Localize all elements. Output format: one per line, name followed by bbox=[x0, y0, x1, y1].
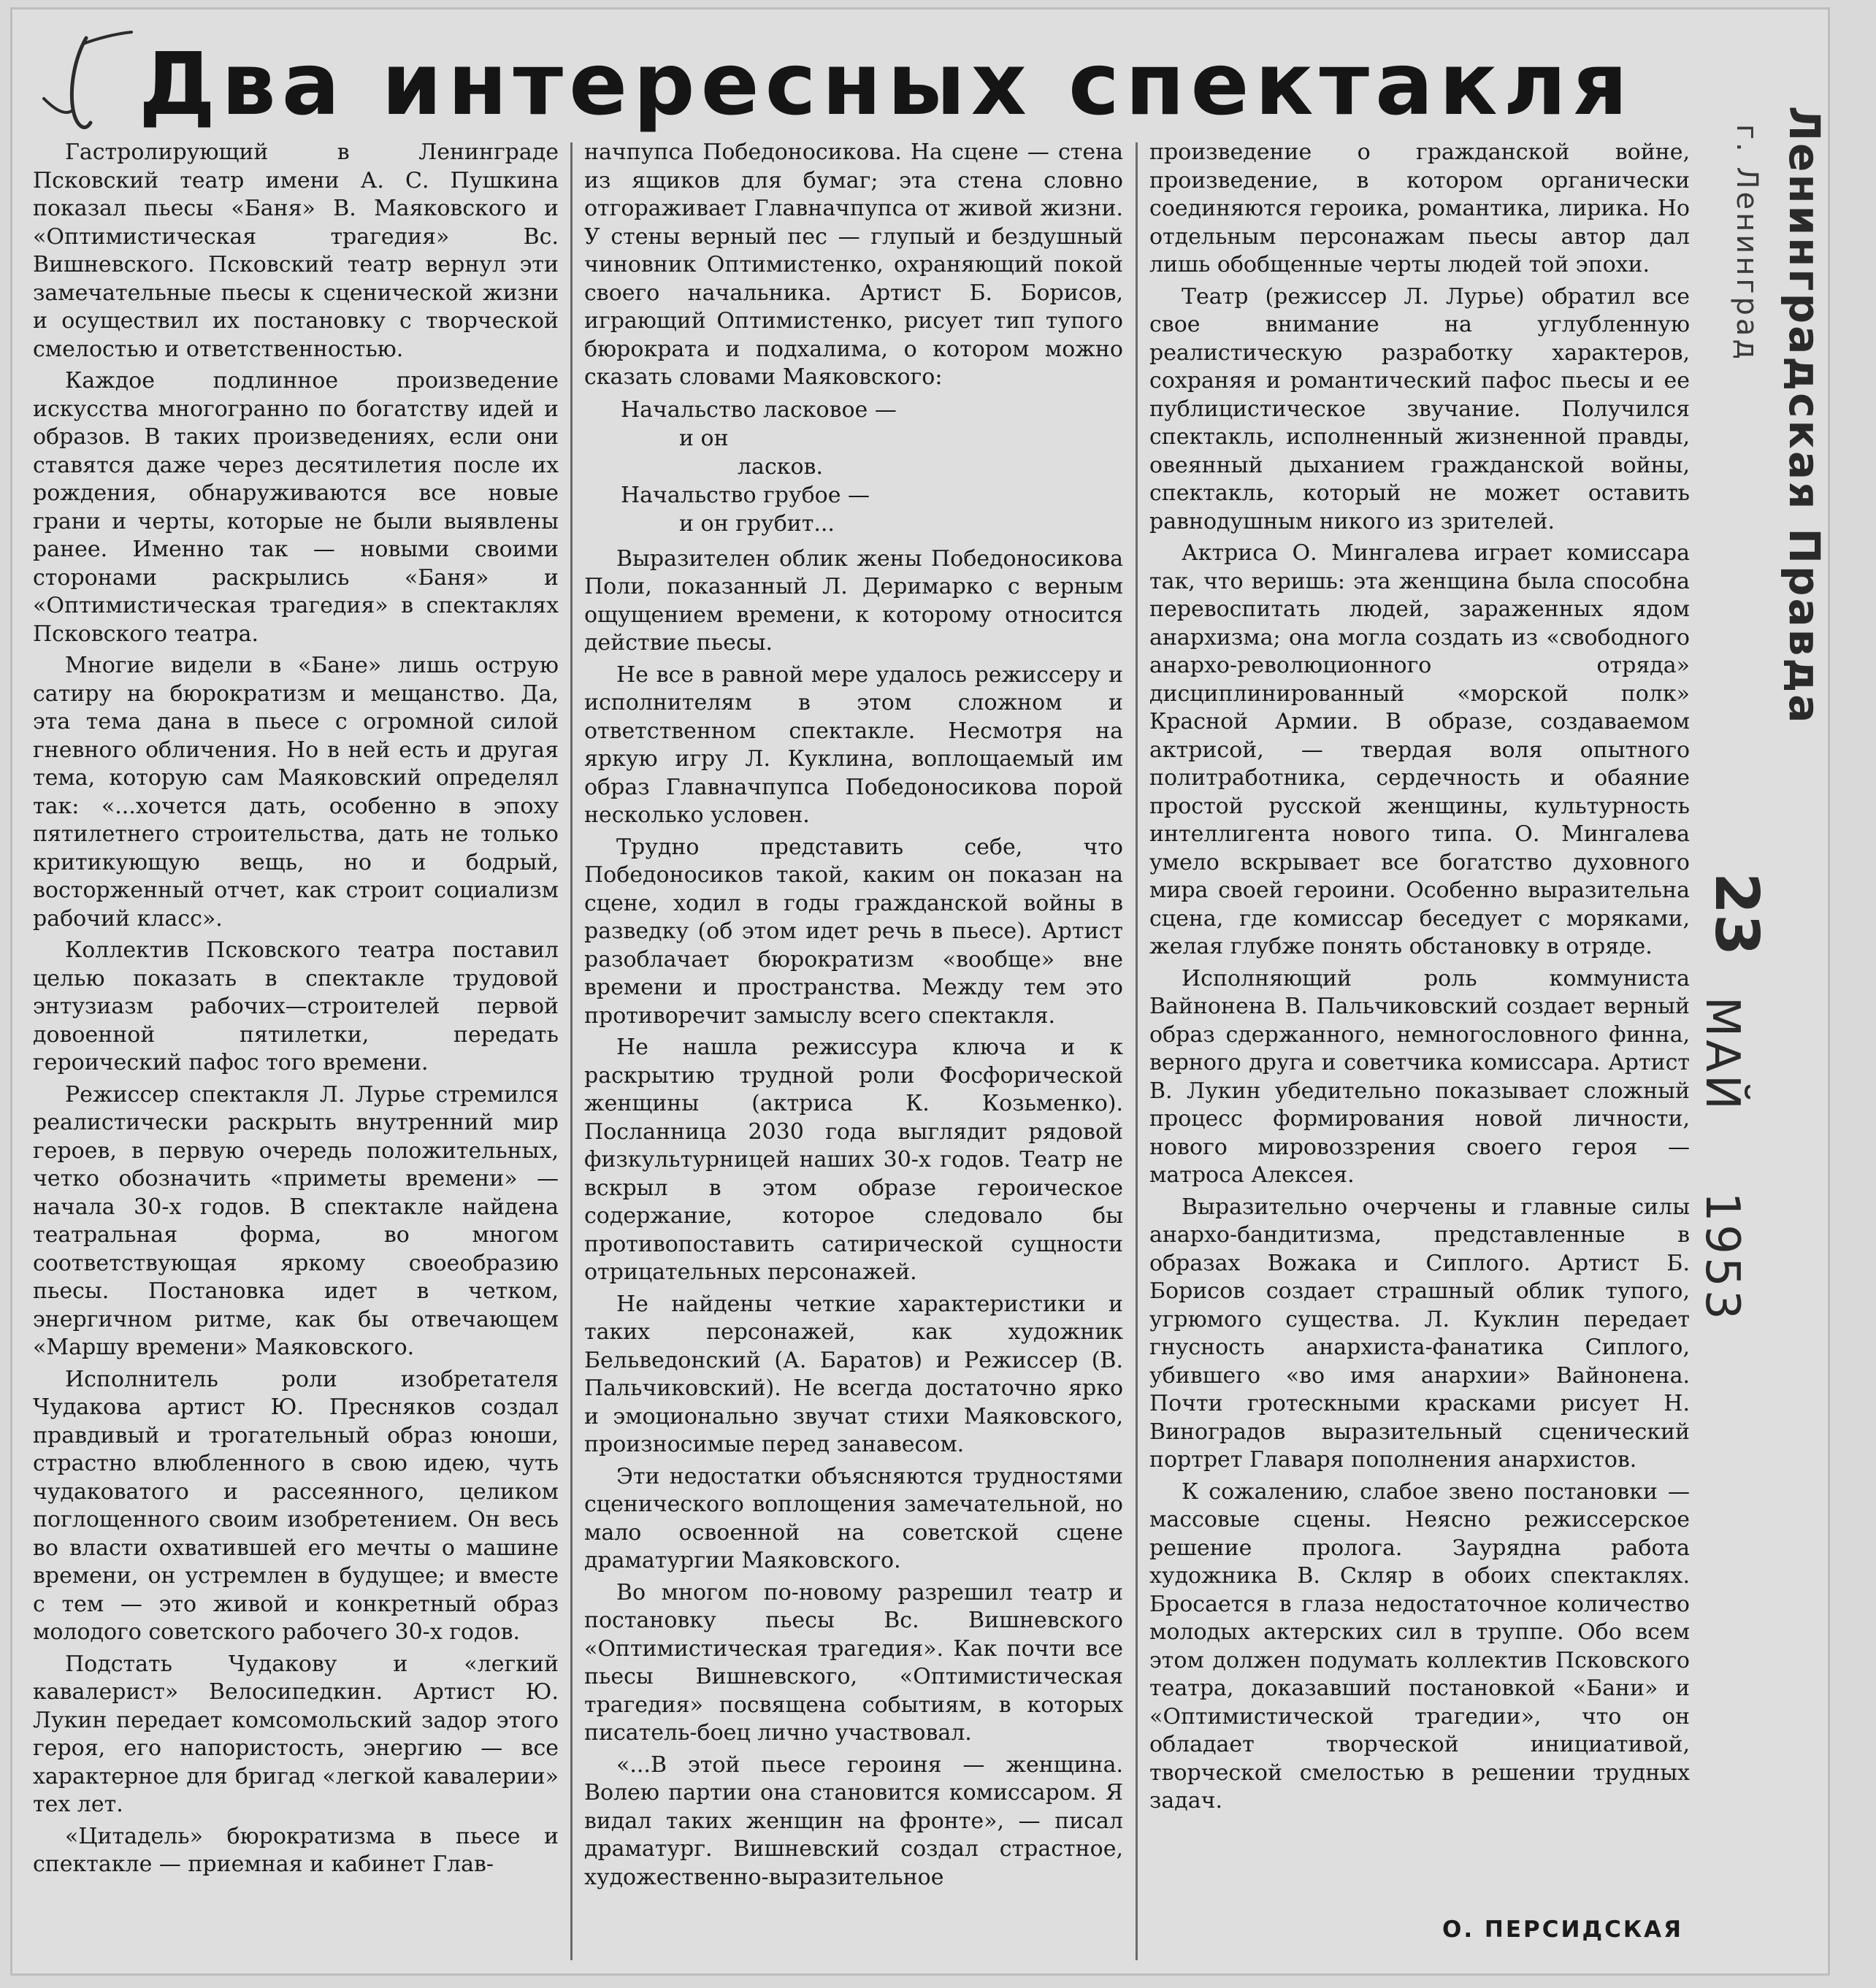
paragraph: Многие видели в «Бане» лишь острую сатиру на бюрократизм и мещанство. Да, эта тема дана в пьесе с огромной силой гневного обличения. Но в ней есть и другая тема, которую сам Маяковский определял так: «...хочется дать, особенно в эпоху пятилетнего строительства, дать не только критикующую вещь, но и бодрый, восторженный отчет, как строит социализм рабочий класс». bbox=[33, 653, 559, 932]
newspaper-name-stamp: Ленинградская Правда bbox=[1780, 106, 1829, 726]
paragraph: произведение о гражданской войне, произведение, в котором органически соединяются героика, романтика, лирика. Но отдельным персонажам пьесы автор дал лишь обобщенные черты людей той эпохи. bbox=[1149, 139, 1690, 277]
paragraph: К сожалению, слабое звено постановки — массовые сцены. Неясно режиссерское решение пролога. Заурядна работа художника В. Скляр в обоих спектаклях. Бросается в глаза недостаточное количество молодых актерских сил в труппе. Обо всем этом должен подумать коллектив Псковского театра, доказавший постановкой «Бани» и «Оптимистической трагедии», что он обладает творческой инициативой, творческой смелостью в решении трудных задач. bbox=[1149, 1478, 1690, 1814]
poem-quote bbox=[584, 396, 1123, 538]
column-divider bbox=[1136, 142, 1138, 1960]
poem-line: ласков. bbox=[738, 453, 823, 480]
paragraph: Театр (режиссер Л. Лурье) обратил все свое внимание на углубленную реалистическую разработку характеров, сохраняя и романтический пафос пьесы и ее публицистическое звучание. Получился спектакль, исполненный жизненной правды, овеянный дыханием гражданской войны, спектакль, который не может оставить равнодушным никого из зрителей. bbox=[1149, 283, 1690, 534]
paragraph: «Цитадель» бюрократизма в пьесе и спектакле — приемная и кабинет Глав- bbox=[33, 1823, 559, 1877]
article-column-1 bbox=[33, 139, 559, 1942]
city-stamp: г. Ленинград bbox=[1730, 124, 1764, 363]
paragraph: Подстать Чудакову и «легкий кавалерист» Велосипедкин. Артист Ю. Лукин передает комсомольский задор этого героя, его напористость, энергию — все характерное для бригад «легкой кавалерии» тех лет. bbox=[33, 1651, 559, 1817]
article-column-3 bbox=[1149, 139, 1690, 1964]
handwritten-mark bbox=[29, 29, 139, 146]
article-headline: Два интересных спектакля bbox=[139, 34, 1634, 134]
poem-line: Начальство ласковое — bbox=[621, 396, 897, 423]
paragraph: начпупса Победоносикова. На сцене — стена из ящиков для бумаг; эта стена словно отгораживает Главначпупса от живой жизни. У стены верный пес — глупый и бездушный чиновник Оптимистенко, охраняющий покой своего начальника. Артист Б. Борисов, играющий Оптимистенко, рисует тип тупого бюрократа и подхалима, о котором можно сказать словами Маяковского: bbox=[584, 139, 1123, 390]
date-day-stamp: 23 bbox=[1701, 872, 1771, 956]
paragraph: Актриса О. Мингалева играет комиссара так, что веришь: эта женщина была способна перевоспитать людей, зараженных ядом анархизма; она могла создать из «свободного анархо-революционного отряда» дисциплинированный «морской полк» Красной Армии. В образе, создаваемом актрисой, — твердая воля опытного политработника, сердечность и обаяние простой русской женщины, культурность интеллигента нового типа. О. Мингалева умело вскрывает все богатство духовного мира своей героини. Особенно выразительна сцена, где комиссар беседует с моряками, желая глубже понять обстановку в отряде. bbox=[1149, 540, 1690, 959]
year-label: 1953 bbox=[1695, 1191, 1749, 1323]
paragraph: Выразителен облик жены Победоносикова Поли, показанный Л. Деримарко с верным ощущением времени, к которому относится действие пьесы. bbox=[584, 545, 1123, 656]
paragraph: Режиссер спектакля Л. Лурье стремился реалистически раскрыть внутренний мир героев, в первую очередь положительных, четко обозначить «приметы времени» — начала 30-х годов. В спектакле найдена театральная форма, во многом соответствующая яркому своеобразию пьесы. Постановка идет в четком, энергичном ритме, как бы отвечающем «Маршу времени» Маяковского. bbox=[33, 1081, 559, 1360]
paragraph: Не все в равной мере удалось режиссеру и исполнителям в этом сложном и ответственном спектакле. Несмотря на яркую игру Л. Куклина, воплощаемый им образ Главначпупса Победоносикова порой несколько условен. bbox=[584, 661, 1123, 828]
month-label: МАЙ bbox=[1695, 997, 1749, 1113]
paragraph: Трудно представить себе, что Победоносиков такой, каким он показан на сцене, ходил в годы гражданской войны в разведку (об этом идет речь в пьесе). Артист разоблачает бюрократизм «вообще» вне времени и пространства. Между тем это противоречит замыслу всего спектакля. bbox=[584, 834, 1123, 1029]
paragraph: Исполняющий роль коммуниста Вайнонена В. Пальчиковский создает верный образ сдержанного, немногословного финна, верного друга и советчика комиссара. Артист В. Лукин убедительно показывает сложный процесс формирования новой личности, нового мировоззрения своего героя — матроса Алексея. bbox=[1149, 965, 1690, 1188]
date-month-year-stamp bbox=[1695, 997, 1749, 1322]
paragraph: Каждое подлинное произведение искусства многогранно по богатству идей и образов. В таких произведениях, если они ставятся даже через десятилетия после их рождения, обнаруживаются все новые грани и черты, которые не были выявлены ранее. Именно так — новыми своими сторонами раскрылись «Баня» и «Оптимистическая трагедия» в спектаклях Псковского театра. bbox=[33, 368, 559, 647]
column-divider bbox=[570, 142, 573, 1960]
paragraph: Эти недостатки объясняются трудностями сценического воплощения замечательной, но мало освоенной на советской сцене драматургии Маяковского. bbox=[584, 1463, 1123, 1573]
poem-line: и он bbox=[679, 425, 729, 451]
paragraph: Исполнитель роли изобретателя Чудакова артист Ю. Пресняков создал правдивый и трогательный образ юноши, страстно влюбленного в свою идею, чуть чудаковатого и рассеянного, целиком поглощенного своим изобретением. Он весь во власти охватившей его мечты о машине времени, он устремлен в будущее; и вместе с тем — это живой и конкретный образ молодого советского рабочего 30-х годов. bbox=[33, 1366, 559, 1645]
author-signature: О. ПЕРСИДСКАЯ bbox=[1442, 1916, 1684, 1943]
paragraph: Коллектив Псковского театра поставил целью показать в спектакле трудовой энтузиазм рабочих—строителей первой довоенной пятилетки, передать героический пафос того времени. bbox=[33, 937, 559, 1075]
paragraph: «...В этой пьесе героиня — женщина. Волею партии она становится комиссаром. Я видал таких женщин на фронте», — писал драматург. Вишневский создал страстное, художественно-выразительное bbox=[584, 1751, 1123, 1890]
paragraph: Выразительно очерчены и главные силы анархо-бандитизма, представленные в образах Вожака и Сиплого. Артист Б. Борисов создает страшный облик тупого, угрюмого существа. Л. Куклин передает гнусность анархиста-фанатика Сиплого, убившего «во имя анархии» Вайнонена. Почти гротескными красками рисует Н. Виноградов выразительный сценический портрет Главаря пополнения анархистов. bbox=[1149, 1194, 1690, 1473]
poem-line: Начальство грубое — bbox=[621, 482, 870, 508]
paragraph: Во многом по-новому разрешил театр и постановку пьесы Вс. Вишневского «Оптимистическая трагедия». Как почти все пьесы Вишневского, «Оптимистическая трагедия» посвящена событиям, в которых писатель-боец лично участвовал. bbox=[584, 1579, 1123, 1746]
paragraph: Не найдены четкие характеристики и таких персонажей, как художник Бельведонский (А. Баратов) и Режиссер (В. Пальчиковский). Не всегда достаточно ярко и эмоционально звучат стихи Маяковского, произносимые перед занавесом. bbox=[584, 1291, 1123, 1457]
poem-line: и он грубит... bbox=[679, 510, 835, 537]
paragraph: Не нашла режиссура ключа и к раскрытию трудной роли Фосфорической женщины (актриса К. Козьменко). Посланница 2030 года выглядит рядовой физкультурницей наших 30-х годов. Театр не вскрыл в этом образе героическое содержание, которое следовало бы противопоставить сатирической сущности отрицательных персонажей. bbox=[584, 1035, 1123, 1285]
paragraph: Гастролирующий в Ленинграде Псковский театр имени А. С. Пушкина показал пьесы «Баня» В. Маяковского и «Оптимистическая трагедия» Вс. Вишневского. Псковский театр вернул эти замечательные пьесы к сценической жизни и осуществил их постановку с творческой смелостью и ответственностью. bbox=[33, 139, 559, 362]
article-column-2 bbox=[584, 139, 1123, 1964]
